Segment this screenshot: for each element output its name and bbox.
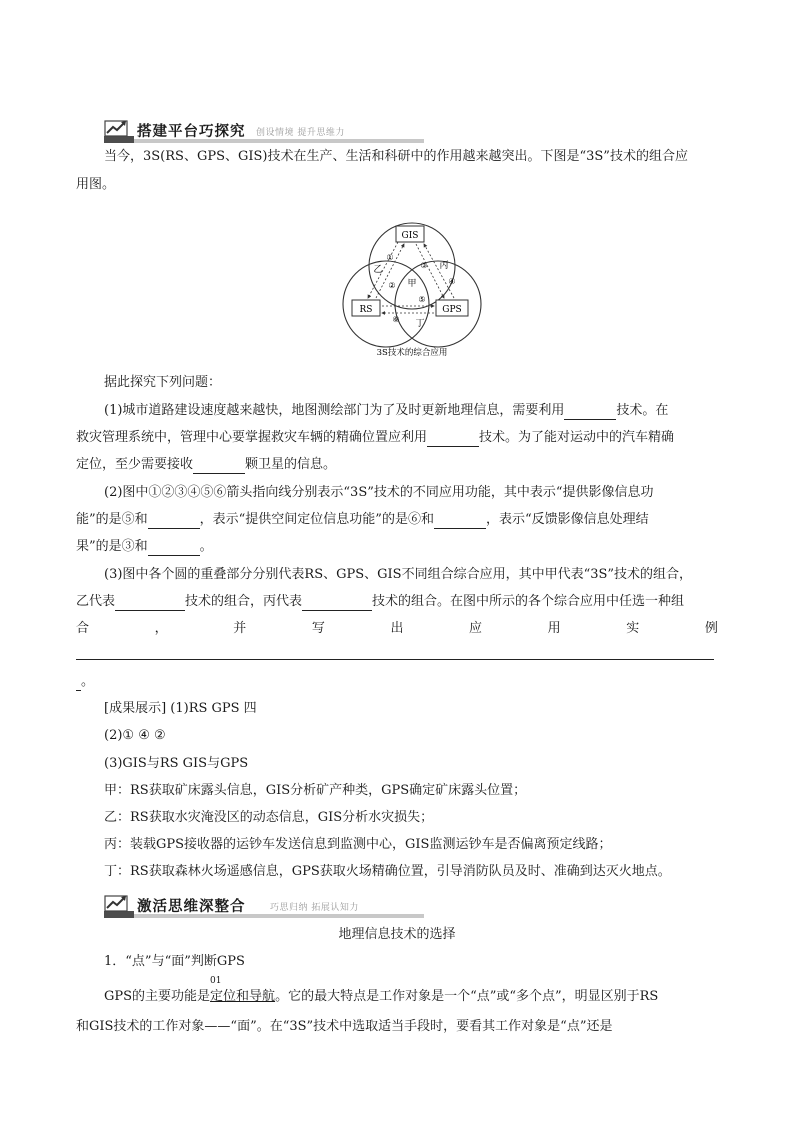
answer-blank[interactable]: [302, 596, 372, 611]
answer-blank[interactable]: [148, 514, 200, 529]
point-1-heading: 1．“点”与“面”判断GPS: [104, 954, 245, 969]
box-gps: GPS: [442, 305, 462, 315]
question-3-line-2: 乙代表 技术的组合，丙代表 技术的组合。在图中所示的各个综合应用中任选一种组: [76, 594, 685, 609]
section-banner-explore: [104, 115, 424, 145]
trend-chart-icon: [104, 117, 130, 139]
questions-lead: 据此探究下列问题：: [104, 375, 222, 390]
region-jia: 甲: [407, 279, 417, 289]
question-1-line-1: (1)城市道路建设速度越来越快，地图测绘部门为了及时更新地理信息，需要利用 技术。在: [104, 403, 669, 418]
answer-blank[interactable]: [193, 459, 245, 474]
label-3: ③: [420, 261, 428, 270]
question-3-line-1: (3)图中各个圆的重叠部分分别代表RS、GPS、GIS不同组合综合应用，其中甲代表“3S”技术的组合，: [104, 567, 693, 582]
region-yi: 乙: [373, 265, 383, 275]
box-gis: GIS: [401, 231, 419, 241]
answer-blank[interactable]: [434, 514, 486, 529]
intro-text: 当今，3S(RS、GPS、GIS)技术在生产、生活和科研中的作用越来越突出。下图是“3S”技术的组合应: [104, 149, 688, 164]
answer-jia: 甲：RS获取矿床露头信息，GIS分析矿产种类，GPS确定矿床露头位置；: [104, 783, 527, 798]
question-2-line-2: 能”的是⑤和 ，表示“提供空间定位信息功能”的是⑥和 ，表示“反馈影像信息处理结: [76, 512, 649, 527]
section-subtitle: 创设情境 提升思维力: [256, 128, 345, 138]
answer-line[interactable]: [76, 659, 714, 660]
paragraph-line-1: GPS的主要功能是 01 定位和导航。它的最大特点是工作对象是一个“点”或“多个点”，明显区别于RS: [104, 976, 659, 1004]
region-ding: 丁: [415, 319, 425, 329]
venn-diagram: [336, 208, 488, 360]
section-title: 搭建平台巧探究: [137, 124, 246, 140]
section-banner-integrate: [104, 890, 424, 920]
blank-number: 01: [210, 976, 222, 986]
label-2: ②: [388, 281, 396, 290]
question-1-line-2: 救灾管理系统中，管理中心要掌握救灾车辆的精确位置应利用 技术。为了能对运动中的汽车精确: [76, 430, 675, 445]
label-4: ④: [448, 277, 456, 286]
venn-figure: [336, 208, 488, 360]
figure-caption: 3S技术的综合应用: [376, 348, 448, 358]
box-rs: RS: [359, 305, 373, 315]
question-1-line-3: 定位，至少需要接收 颗卫星的信息。: [76, 457, 337, 472]
answer-blank[interactable]: [148, 541, 200, 556]
answer-bing: 丙：装载GPS接收器的运钞车发送信息到监测中心，GIS监测运钞车是否偏离预定线路；: [104, 837, 612, 852]
label-1: ①: [386, 253, 394, 262]
answer-ding: 丁：RS获取森林火场遥感信息，GPS获取火场精确位置，引导消防队员及时、准确到达灭火地点。: [104, 864, 671, 879]
answer-3: (3)GIS与RS GIS与GPS: [104, 756, 249, 771]
intro-text-cont: 用图。: [76, 177, 116, 192]
topic-heading: 地理信息技术的选择: [338, 927, 456, 942]
section-subtitle: 巧思归纳 拓展认知力: [270, 903, 359, 913]
answer-blank[interactable]: [115, 596, 185, 611]
question-3-line-3: 合 ， 并 写 出 应 用 实 例: [76, 621, 718, 636]
label-5: ⑤: [418, 295, 426, 304]
trend-chart-icon: [104, 892, 130, 914]
answer-blank[interactable]: [427, 432, 479, 447]
question-2-line-1: (2)图中①②③④⑤⑥箭头指向线分别表示“3S”技术的不同应用功能，其中表示“提供影像信息功: [104, 485, 654, 500]
paragraph-line-2: 和GIS技术的工作对象——“面”。在“3S”技术中选取适当手段时，要看其工作对象是“点”还是: [76, 1019, 613, 1034]
region-bing: 丙: [439, 261, 449, 271]
question-2-line-3: 果”的是③和 。: [76, 539, 213, 554]
section-title: 激活思维深整合: [137, 899, 246, 915]
answer-2: (2)① ④ ②: [104, 728, 166, 743]
answer-blank[interactable]: [564, 405, 616, 420]
question-3-end: 。: [76, 673, 718, 691]
answer-yi: 乙：RS获取水灾淹没区的动态信息，GIS分析水灾损失；: [104, 810, 434, 825]
label-6: ⑥: [392, 315, 400, 324]
key-term: 01 定位和导航: [210, 976, 276, 1004]
answer-header: [成果展示] (1)RS GPS 四: [104, 701, 257, 716]
